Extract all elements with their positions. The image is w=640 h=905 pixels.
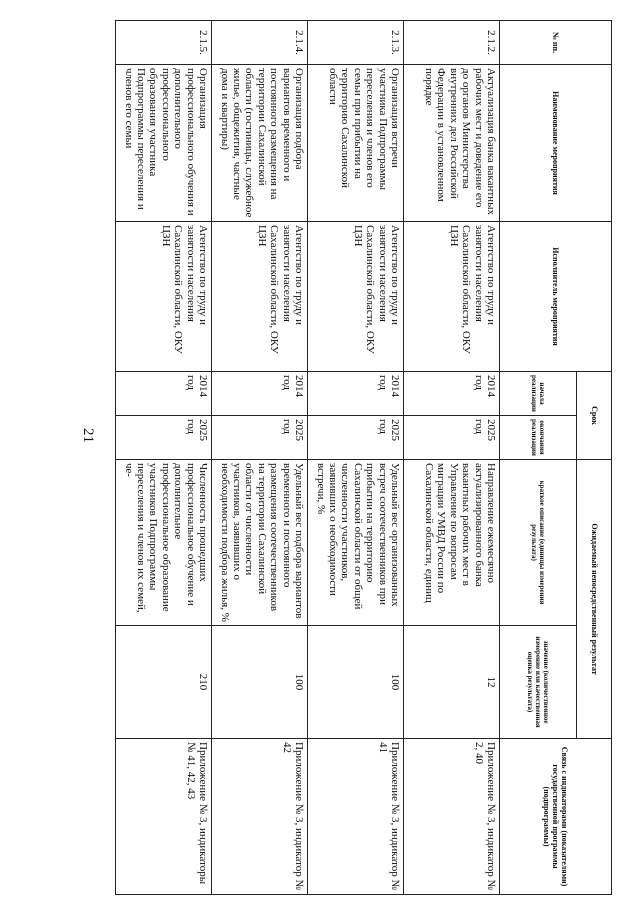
cell-start: 2014 год [212, 372, 308, 416]
cell-num: 2.1.3. [308, 21, 404, 65]
cell-link: Приложение № 3, индикатор № 42 [212, 739, 308, 895]
table-row [308, 21, 404, 895]
cell-event: Организация профессионального обучения и дополнительного профессионального образования участника Подпрограммы переселения и членов его семьи [116, 65, 212, 222]
header-event: Наименование мероприятия [500, 65, 612, 222]
header-result-desc: краткое описание (единицы измерения результата) [500, 460, 577, 626]
header-term-end: окончания реализации [500, 416, 577, 460]
measures-table [115, 20, 612, 895]
cell-event: Организация встречи участника Подпрограммы переселения и членов его семьи при прибытии на территорию Сахалинской области [308, 65, 404, 222]
header-result-value: значение (количественное измерение или качественная оценка результата) [500, 626, 577, 739]
cell-desc: Удельный вес организованных встреч соотечественников при прибытии на территорию Сахалинской области от общей численности участников, заявивших о необходимости встречи, % [308, 460, 404, 626]
table-row [116, 21, 212, 895]
header-row-1 [577, 21, 612, 895]
cell-value: 100 [212, 626, 308, 739]
cell-num: 2.1.2. [404, 21, 500, 65]
cell-desc: Направление ежемесячно актуализированного банка вакантных рабочих мест в Управление по вопросам миграции УМВД России по Сахалинской области, единиц [404, 460, 500, 626]
cell-end: 2025 год [116, 416, 212, 460]
table-row [404, 21, 500, 895]
cell-num: 2.1.5. [116, 21, 212, 65]
header-term-start: начала реализации [500, 372, 577, 416]
cell-link: Приложение № 3, индикатор № 41 [308, 739, 404, 895]
cell-event: Организация подбора вариантов временного и постоянного размещения на территории Сахалинской области (гостиницы, служебное жилье, общежития, частные дома и квартиры) [212, 65, 308, 222]
cell-start: 2014 год [116, 372, 212, 416]
rotated-table-container [92, 20, 612, 894]
cell-value: 12 [404, 626, 500, 739]
cell-executor: Агентство по труду и занятости населения Сахалинской области, ОКУ ЦЗН [116, 222, 212, 372]
cell-link: Приложение № 3, индикаторы № 41, 42, 43 [116, 739, 212, 895]
cell-desc: Численность прошедших профессиональное обучение и дополнительное профессиональное образование участников Подпрограммы переселения и членов их семей, че- [116, 460, 212, 626]
cell-event: Актуализация банка вакантных рабочих мест и доведение его до органов Министерства внутренних дел Российской Федерации в установленном порядке [404, 65, 500, 222]
cell-executor: Агентство по труду и занятости населения Сахалинской области, ОКУ ЦЗН [404, 222, 500, 372]
cell-start: 2014 год [404, 372, 500, 416]
page-number: 21 [80, 428, 96, 443]
cell-value: 100 [308, 626, 404, 739]
header-link: Связь с индикаторами (показателями) государственной программы (подпрограммы) [500, 739, 612, 895]
cell-desc: Удельный вес подбора вариантов временного и постоянного размещения соотечественников на территории Сахалинской области от численности участников, заявивших о необходимости подбора жилья, % [212, 460, 308, 626]
cell-value: 210 [116, 626, 212, 739]
cell-end: 2025 год [404, 416, 500, 460]
cell-executor: Агентство по труду и занятости населения Сахалинской области, ОКУ ЦЗН [212, 222, 308, 372]
table-row [212, 21, 308, 895]
cell-link: Приложение № 3, индикатор № 2, 40 [404, 739, 500, 895]
cell-end: 2025 год [308, 416, 404, 460]
cell-start: 2014 год [308, 372, 404, 416]
header-num: № пп. [500, 21, 612, 65]
header-term: Срок [577, 372, 612, 460]
cell-num: 2.1.4. [212, 21, 308, 65]
header-expected-result: Ожидаемый непосредственный результат [577, 460, 612, 739]
cell-end: 2025 год [212, 416, 308, 460]
header-executor: Исполнитель мероприятия [500, 222, 612, 372]
cell-executor: Агентство по труду и занятости населения Сахалинской области, ОКУ ЦЗН [308, 222, 404, 372]
